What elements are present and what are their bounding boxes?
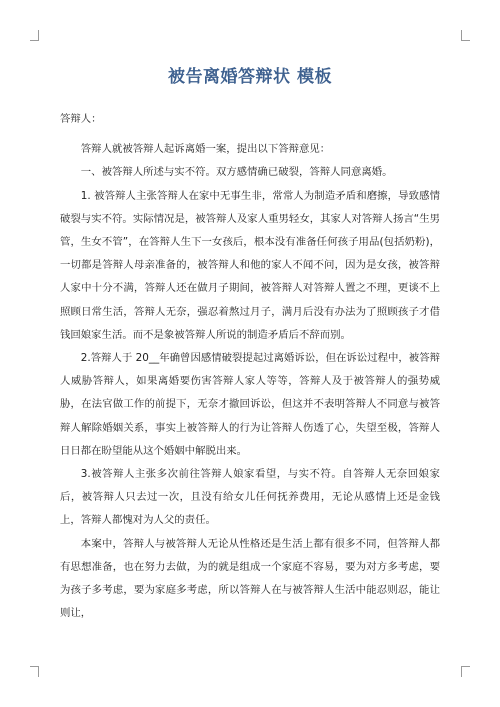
crop-mark-top-right	[461, 30, 470, 41]
crop-mark-bottom-left	[30, 666, 39, 677]
document-body	[60, 108, 440, 625]
point-3-paragraph: 3.被答辩人主张多次前往答辩人娘家看望，与实不符。自答辩人无奈回娘家后，被答辩人只去过一次，且没有给女儿任何抚养费用，无论从感情上还是金钱上，答辩人都愧对为人父的责任。	[60, 468, 440, 527]
point-2-paragraph: 2.答辩人于 20__年确曾因感情破裂提起过离婚诉讼，但在诉讼过程中，被答辩人威胁答辩人，如果离婚要伤害答辩人家人等等，答辩人及于被答辩人的强势威胁，在法官做工作的前提下，无奈才撤回诉讼，但这并不表明答辩人不同意与被答辩人解除婚姻关系，事实上被答辩人的行为让答辩人伤透了心，失望至极，答辩人日日都在盼望能从这个婚姻中解脱出来。	[60, 352, 440, 457]
crop-mark-top-left	[30, 30, 39, 41]
point-1-paragraph: 1. 被答辩人主张答辩人在家中无事生非，常常人为制造矛盾和磨擦，导致感情破裂与实不符。实际情况是，被答辩人及家人重男轻女，其家人对答辩人扬言“生男管，生女不管”，在答辩人生下一女孩后，根本没有准备任何孩子用品(包括奶粉)，一切都是答辩人母亲准备的，被答辩人和他的家人不闻不问，因为是女孩，被答辩人家中十分不满，答辩人还在做月子期间，被答辩人对答辩人置之不理，更谈不上照顾日常生活，答辩人无奈，强忍着熬过月子，满月后没有办法为了照顾孩子才借钱回娘家生活。而不是象被答辩人所说的制造矛盾后不辞而别。	[60, 189, 440, 341]
section-heading-paragraph: 一、被答辩人所述与实不符。双方感情确已破裂，答辩人同意离婚。	[80, 166, 393, 179]
summary-paragraph: 本案中，答辩人与被答辩人无论从性格还是生活上都有很多不同，但答辩人都有思想准备，也在努力去做，为的就是组成一个家庭不容易，要为对方多考虑，要为孩子多考虑，要为家庭多考虑，所以答辩人在与被答辩人生活中能忍则忍，能让则让，	[60, 537, 440, 620]
intro-paragraph: 答辩人就被答辩人起诉离婚一案，提出以下答辩意见：	[80, 143, 331, 156]
crop-mark-bottom-right	[461, 666, 470, 677]
salutation-paragraph: 答辩人：	[60, 113, 102, 125]
document-title: 被告离婚答辩状 模板	[168, 67, 332, 87]
